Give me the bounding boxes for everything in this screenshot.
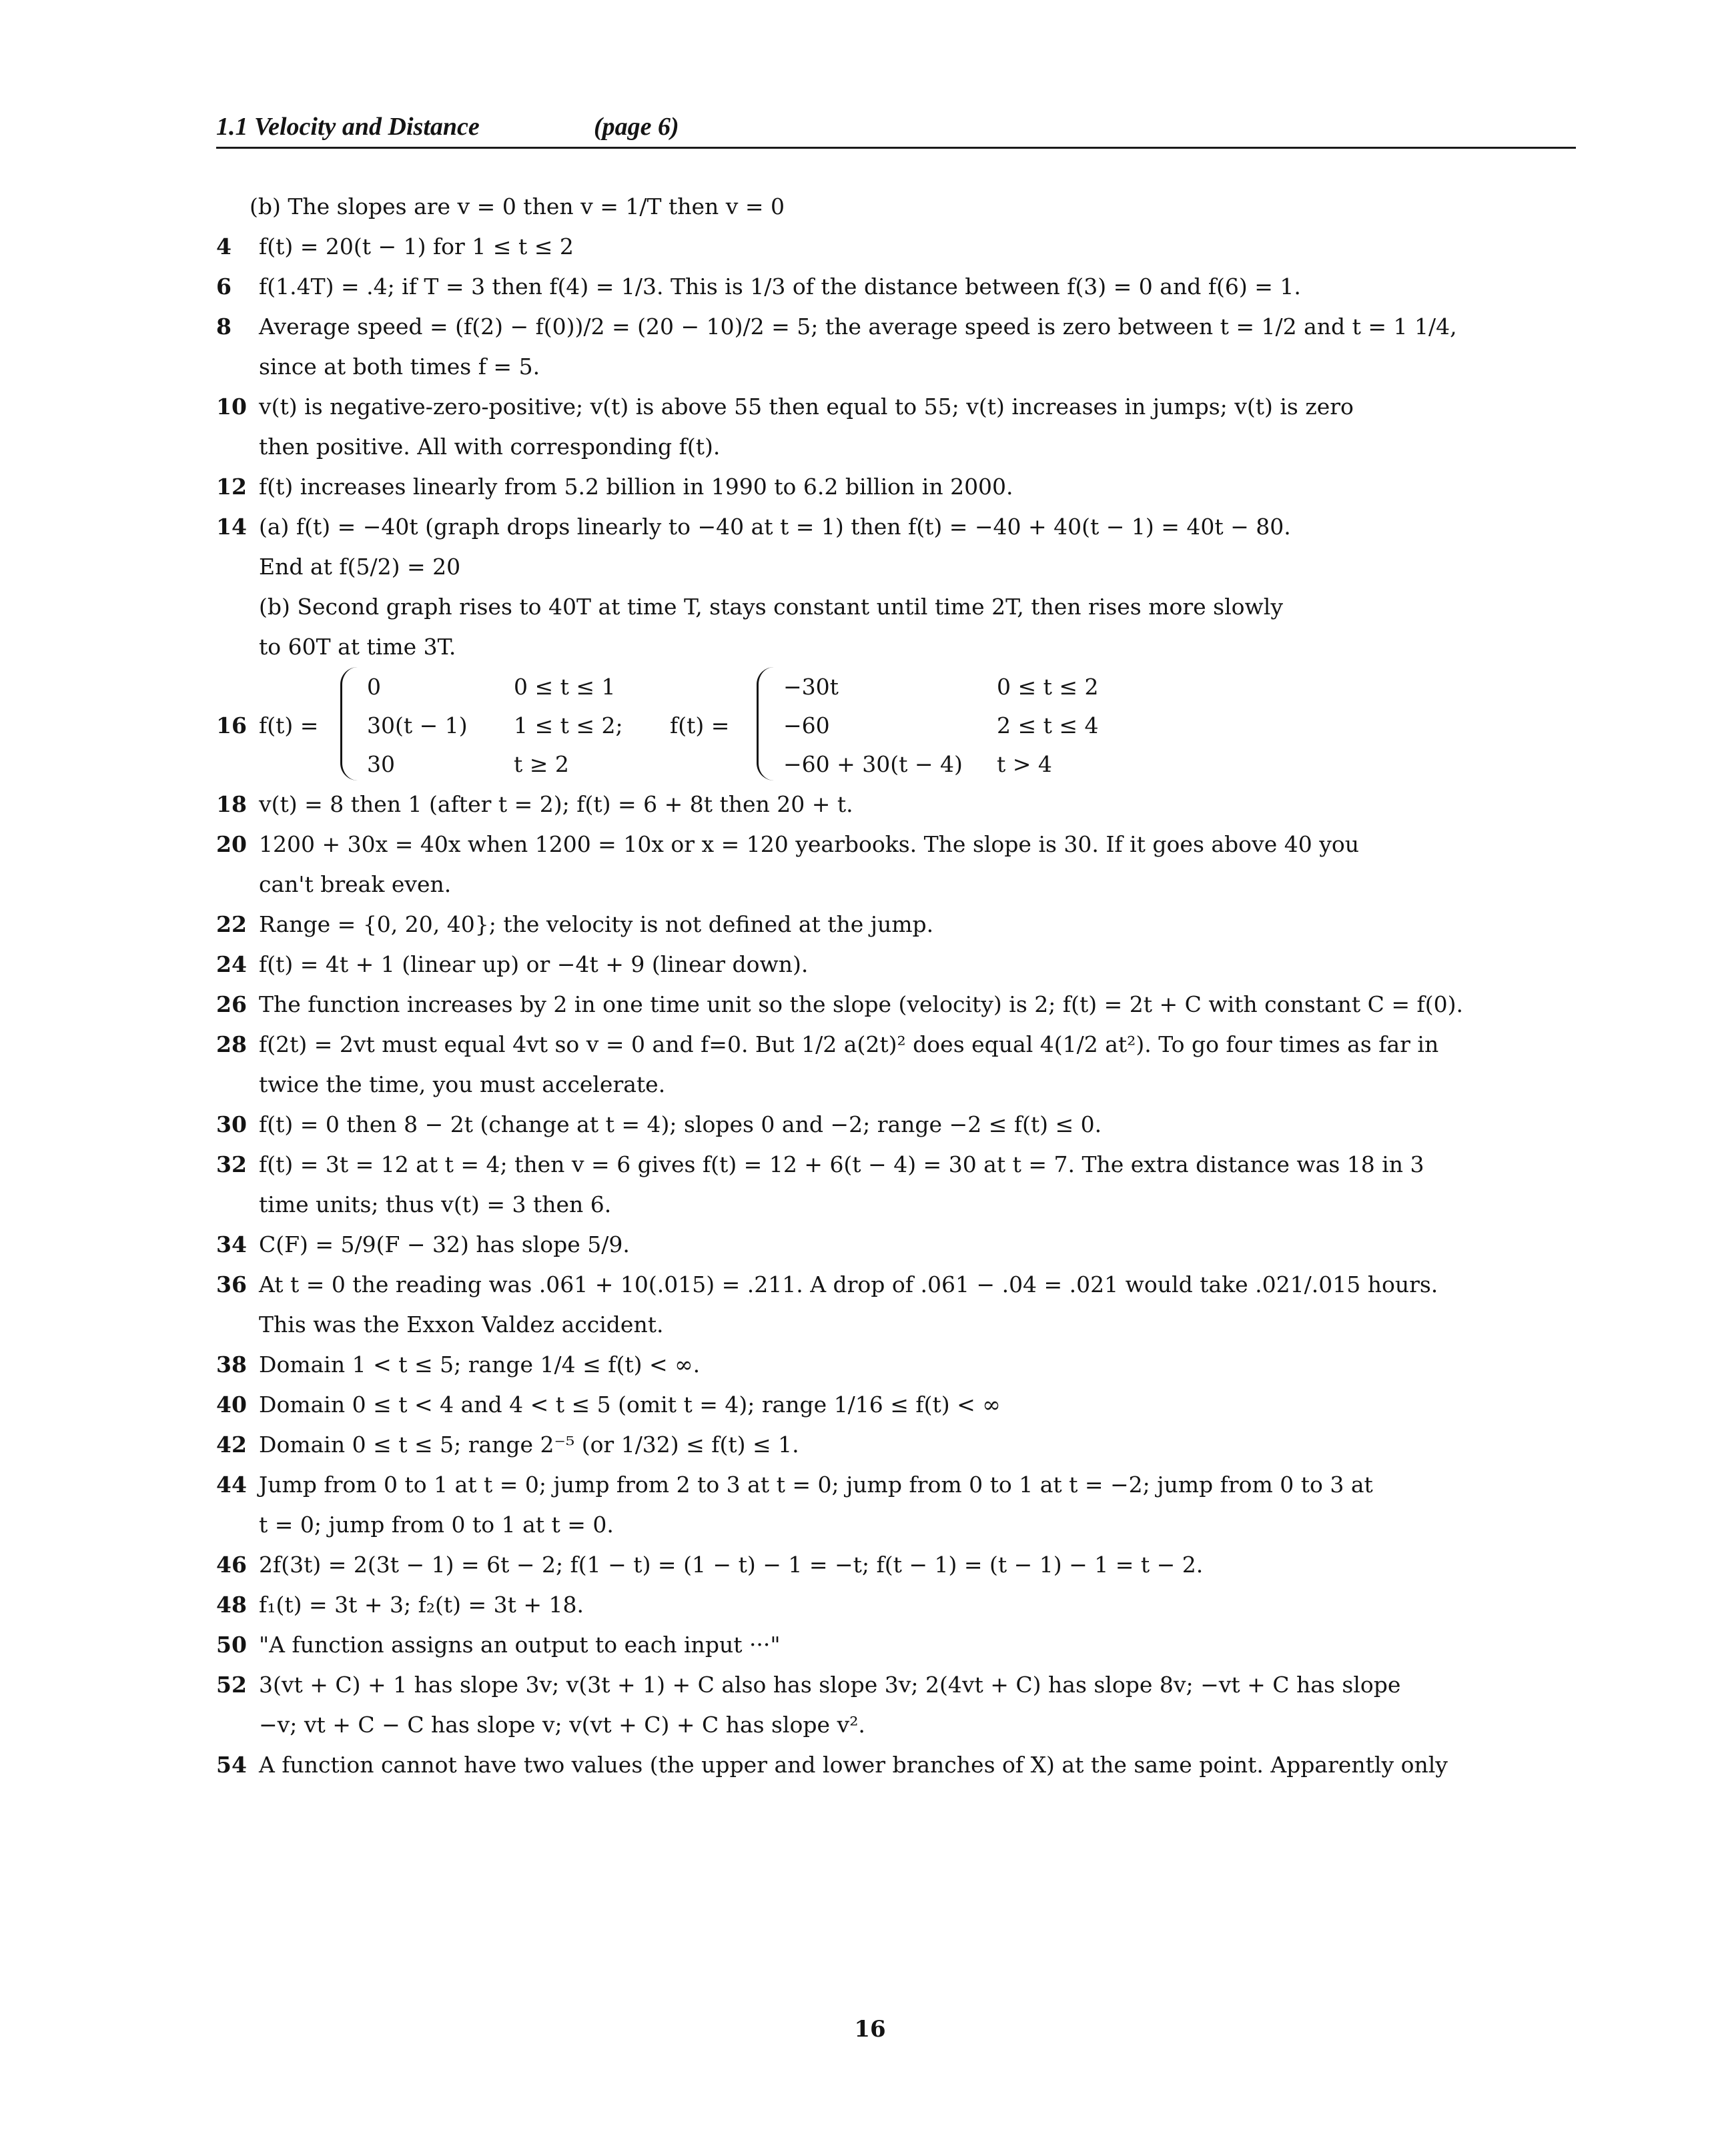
right-brace — [757, 667, 776, 780]
answer-line: since at both times f = 5. — [259, 354, 540, 380]
answer-24 — [216, 945, 1577, 985]
answer-number: 34 — [216, 1231, 247, 1257]
piecewise-expr: 30 — [367, 751, 395, 777]
answer-line: −v; vt + C − C has slope v; v(vt + C) + C has slope v². — [259, 1712, 865, 1738]
answer-line: twice the time, you must accelerate. — [259, 1071, 666, 1097]
answer-line: 2f(3t) = 2(3t − 1) = 6t − 2; f(1 − t) = (1 − t) − 1 = −t; f(t − 1) = (t − 1) − 1 = t − 2. — [259, 1552, 1204, 1578]
piecewise-right-label: f(t) = — [670, 712, 730, 738]
answer-34 — [216, 1225, 1577, 1265]
answer-line: This was the Exxon Valdez accident. — [259, 1311, 664, 1337]
answer-number: 44 — [216, 1472, 247, 1498]
answer-number: 32 — [216, 1151, 247, 1177]
answer-line: time units; thus v(t) = 3 then 6. — [259, 1191, 612, 1217]
answer-number: 48 — [216, 1592, 247, 1618]
answer-42 — [216, 1425, 1577, 1465]
answer-line: v(t) = 8 then 1 (after t = 2); f(t) = 6 + 8t then 20 + t. — [259, 791, 853, 817]
answer-line: Jump from 0 to 1 at t = 0; jump from 2 to 3 at t = 0; jump from 0 to 1 at t = −2; jump from 0 to 3 at — [259, 1472, 1373, 1498]
answer-26 — [216, 985, 1577, 1025]
answer-number: 6 — [216, 274, 232, 300]
page-reference: (page 6) — [594, 113, 679, 141]
answer-44 — [216, 1465, 1577, 1545]
answer-line: Domain 1 < t ≤ 5; range 1/4 ≤ f(t) < ∞. — [259, 1352, 701, 1378]
answer-line: f(t) increases linearly from 5.2 billion in 1990 to 6.2 billion in 2000. — [259, 474, 1013, 500]
answer-number: 36 — [216, 1271, 247, 1297]
piecewise-cond: 1 ≤ t ≤ 2; — [514, 712, 623, 738]
answer-38 — [216, 1345, 1577, 1385]
answer-30 — [216, 1105, 1577, 1145]
answer-14 — [216, 507, 1577, 667]
answer-28 — [216, 1025, 1577, 1105]
answer-line: "A function assigns an output to each input ···" — [259, 1632, 781, 1658]
answer-line: (b) Second graph rises to 40T at time T, stays constant until time 2T, then rises more slowly — [259, 594, 1283, 620]
answer-12 — [216, 467, 1577, 507]
answer-number: 46 — [216, 1552, 247, 1578]
answer-line: 3(vt + C) + 1 has slope 3v; v(3t + 1) + C also has slope 3v; 2(4vt + C) has slope 8v; −vt + C has slope — [259, 1672, 1401, 1698]
answer-number: 28 — [216, 1031, 247, 1057]
answer-16 — [216, 667, 1577, 784]
answer-number: 40 — [216, 1392, 247, 1418]
answer-52 — [216, 1665, 1577, 1745]
answer-line: Range = {0, 20, 40}; the velocity is not defined at the jump. — [259, 911, 934, 937]
answer-line: f(t) = 3t = 12 at t = 4; then v = 6 gives f(t) = 12 + 6(t − 4) = 30 at t = 7. The extra distance was 18 in 3 — [259, 1151, 1424, 1177]
solutions-list — [216, 187, 1577, 1785]
answer-number: 12 — [216, 474, 247, 500]
answer-20 — [216, 825, 1577, 905]
answer-line: can't break even. — [259, 871, 452, 897]
answer-line: f(1.4T) = .4; if T = 3 then f(4) = 1/3. This is 1/3 of the distance between f(3) = 0 and f(6) = 1. — [259, 274, 1301, 300]
answer-number: 30 — [216, 1111, 247, 1137]
piecewise-cond: t > 4 — [997, 751, 1052, 777]
answer-number: 10 — [216, 394, 247, 420]
answer-line: Domain 0 ≤ t ≤ 5; range 2⁻⁵ (or 1/32) ≤ f(t) ≤ 1. — [259, 1432, 799, 1458]
answer-number: 18 — [216, 791, 247, 817]
answer-line: End at f(5/2) = 20 — [259, 554, 461, 580]
answer-10 — [216, 387, 1577, 467]
running-header — [216, 107, 1576, 149]
answer-line: (a) f(t) = −40t (graph drops linearly to −40 at t = 1) then f(t) = −40 + 40(t − 1) = 40t − 80. — [259, 514, 1291, 540]
answer-number: 22 — [216, 911, 247, 937]
answer-54 — [216, 1745, 1577, 1785]
piecewise-left-label: f(t) = — [259, 712, 319, 738]
answer-line: Domain 0 ≤ t < 4 and 4 < t ≤ 5 (omit t = 4); range 1/16 ≤ f(t) < ∞ — [259, 1392, 1001, 1418]
answer-line: f₁(t) = 3t + 3; f₂(t) = 3t + 18. — [259, 1592, 584, 1618]
answer-line: The function increases by 2 in one time unit so the slope (velocity) is 2; f(t) = 2t + C with constant C = f(0). — [259, 991, 1463, 1017]
piecewise-cond: 2 ≤ t ≤ 4 — [997, 712, 1099, 738]
answer-8 — [216, 307, 1577, 387]
answer-line: At t = 0 the reading was .061 + 10(.015) = .211. A drop of .061 − .04 = .021 would take .021/.015 hours. — [259, 1271, 1438, 1297]
answer-number: 8 — [216, 314, 232, 340]
answer-b — [216, 187, 1577, 227]
answer-18 — [216, 784, 1577, 825]
answer-line: to 60T at time 3T. — [259, 634, 456, 660]
answer-number: 26 — [216, 991, 247, 1017]
answer-40 — [216, 1385, 1577, 1425]
answer-36 — [216, 1265, 1577, 1345]
answer-number: 52 — [216, 1672, 247, 1698]
piecewise-cond: t ≥ 2 — [514, 751, 569, 777]
answer-line: f(t) = 20(t − 1) for 1 ≤ t ≤ 2 — [259, 233, 574, 259]
piecewise-expr: −60 — [783, 712, 830, 738]
piecewise-expr: −60 + 30(t − 4) — [783, 751, 963, 777]
answer-number: 4 — [216, 233, 232, 259]
piecewise-expr: 0 — [367, 674, 381, 700]
answer-line: Average speed = (f(2) − f(0))/2 = (20 − 10)/2 = 5; the average speed is zero between t = 1/2 and t = 1 1/4, — [259, 314, 1457, 340]
answer-number: 14 — [216, 514, 247, 540]
answer-line: f(t) = 0 then 8 − 2t (change at t = 4); slopes 0 and −2; range −2 ≤ f(t) ≤ 0. — [259, 1111, 1102, 1137]
answer-number: 16 — [216, 712, 247, 738]
answer-46 — [216, 1545, 1577, 1585]
answer-32 — [216, 1145, 1577, 1225]
answer-6 — [216, 267, 1577, 307]
answer-line: then positive. All with corresponding f(t). — [259, 434, 721, 460]
answer-50 — [216, 1625, 1577, 1665]
answer-line: t = 0; jump from 0 to 1 at t = 0. — [259, 1512, 614, 1538]
piecewise-expr: −30t — [783, 674, 839, 700]
answer-line: 1200 + 30x = 40x when 1200 = 10x or x = 120 yearbooks. The slope is 30. If it goes above 40 you — [259, 831, 1359, 857]
page-number: 16 — [854, 2016, 886, 2043]
left-brace — [340, 667, 360, 780]
answer-line: C(F) = 5/9(F − 32) has slope 5/9. — [259, 1231, 630, 1257]
answer-line: f(2t) = 2vt must equal 4vt so v = 0 and f=0. But 1/2 a(2t)² does equal 4(1/2 at²). To go four times as far in — [259, 1031, 1439, 1057]
answer-number: 42 — [216, 1432, 247, 1458]
answer-number: 38 — [216, 1352, 247, 1378]
answer-line: A function cannot have two values (the upper and lower branches of X) at the same point. Apparently only — [259, 1752, 1448, 1778]
piecewise-cond: 0 ≤ t ≤ 2 — [997, 674, 1099, 700]
answer-line: f(t) = 4t + 1 (linear up) or −4t + 9 (linear down). — [259, 951, 809, 977]
answer-line: v(t) is negative-zero-positive; v(t) is above 55 then equal to 55; v(t) increases in jumps; v(t) is zero — [259, 394, 1354, 420]
section-title: 1.1 Velocity and Distance — [216, 113, 480, 141]
answer-number: 20 — [216, 831, 247, 857]
answer-number: 50 — [216, 1632, 247, 1658]
piecewise-cond: 0 ≤ t ≤ 1 — [514, 674, 616, 700]
answer-line: (b) The slopes are v = 0 then v = 1/T then v = 0 — [250, 193, 785, 219]
answer-22 — [216, 905, 1577, 945]
answer-48 — [216, 1585, 1577, 1625]
answer-4 — [216, 227, 1577, 267]
answer-number: 54 — [216, 1752, 247, 1778]
piecewise-expr: 30(t − 1) — [367, 712, 468, 738]
answer-number: 24 — [216, 951, 247, 977]
